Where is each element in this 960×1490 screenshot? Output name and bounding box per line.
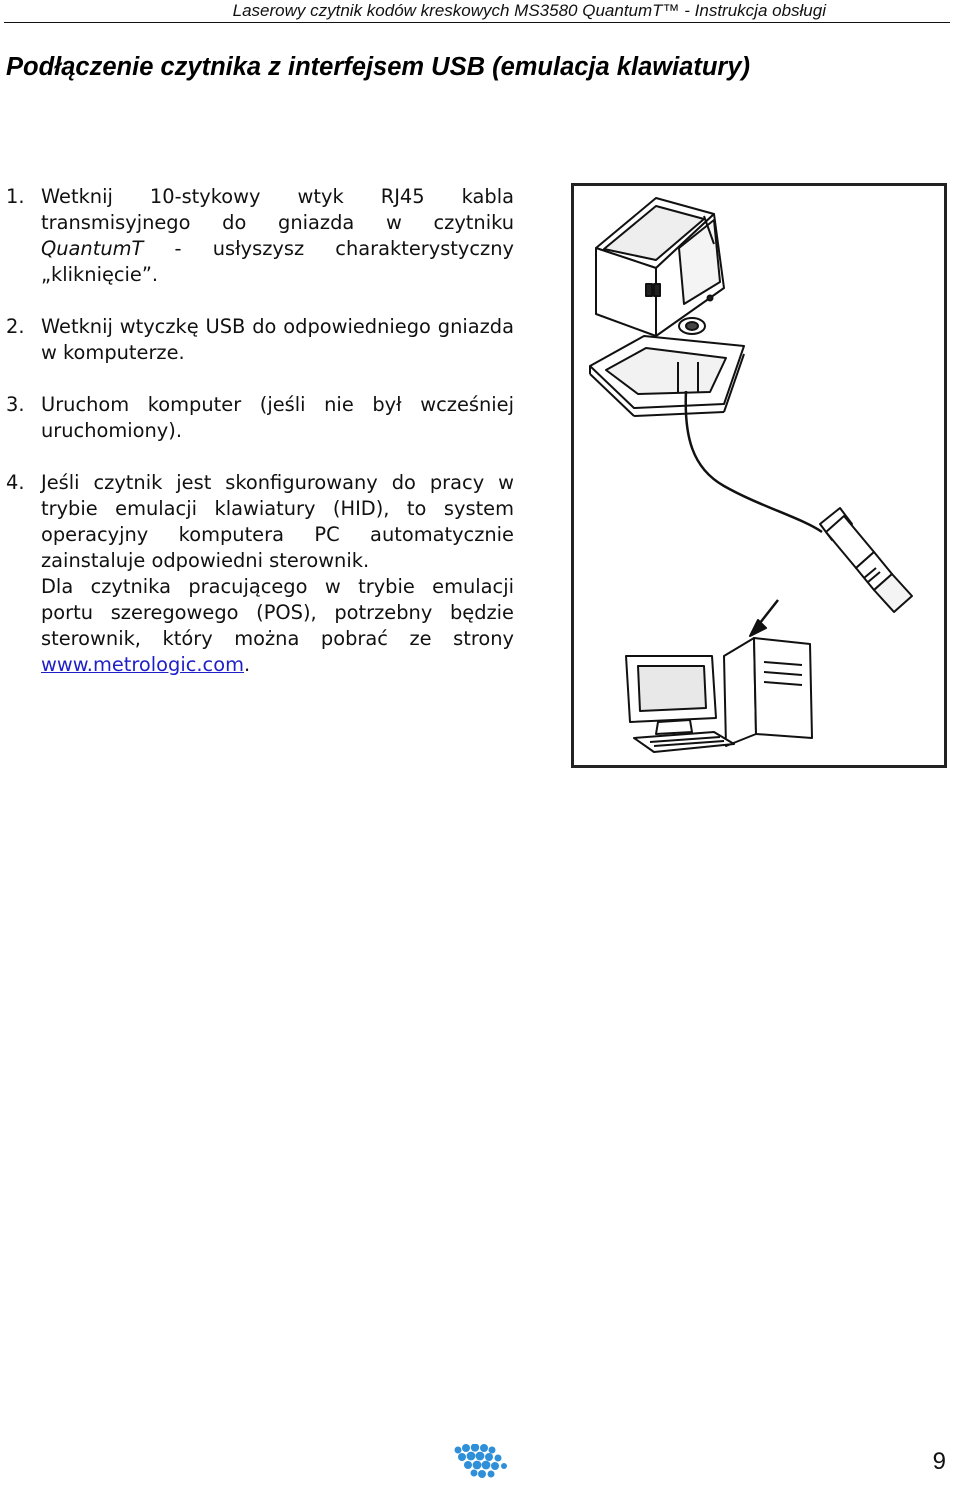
step-text: Jeśli czytnik jest skonfigurowany do pracy w trybie emulacji klawiatury (HID), to system operacyjny komputera PC automatycznie zainstaluje odpowiedni sterownik.	[41, 471, 514, 572]
section-title: Podłączenie czytnika z interfejsem USB (emulacja klawiatury)	[6, 53, 751, 81]
step-text: Uruchom komputer (jeśli nie był wcześniej uruchomiony).	[41, 393, 514, 442]
running-header: Laserowy czytnik kodów kreskowych MS3580 QuantumT™ - Instrukcja obsługi	[232, 1, 826, 20]
step-number: 2.	[6, 315, 25, 338]
product-name: QuantumT	[41, 237, 144, 260]
arrow	[750, 600, 778, 636]
header-rule	[4, 22, 950, 23]
scanner-illustration	[590, 198, 744, 416]
step-number: 4.	[6, 471, 25, 494]
connection-figure	[571, 183, 947, 768]
connection-illustration	[574, 186, 944, 765]
step-text: Wetknij wtyczkę USB do odpowiedniego gniazda w komputerze.	[41, 315, 514, 364]
step-2	[6, 314, 514, 366]
metrologic-logo	[452, 1444, 510, 1480]
step-text-part: Wetknij 10-stykowy wtyk RJ45 kabla transmisyjnego do gniazda w czytniku	[41, 185, 514, 234]
step-3	[6, 392, 514, 444]
instruction-steps	[6, 184, 514, 704]
page-number: 9	[932, 1448, 946, 1475]
metrologic-link[interactable]: www.metrologic.com	[41, 653, 244, 676]
desktop-computer	[626, 638, 812, 752]
step-1	[6, 184, 514, 288]
step-text-part: - usłyszysz charakterystyczny „kliknięcie”.	[41, 237, 514, 286]
step-text-part: .	[243, 653, 251, 676]
step-4	[6, 470, 514, 678]
step-text-part: Dla czytnika pracującego w trybie emulacji portu szeregowego (POS), potrzebny będzie sterownik, który można pobrać ze strony	[41, 575, 514, 650]
step-text	[41, 184, 514, 288]
step-number: 3.	[6, 393, 25, 416]
step-text	[41, 574, 514, 678]
usb-plug	[820, 508, 912, 612]
step-number: 1.	[6, 185, 25, 208]
